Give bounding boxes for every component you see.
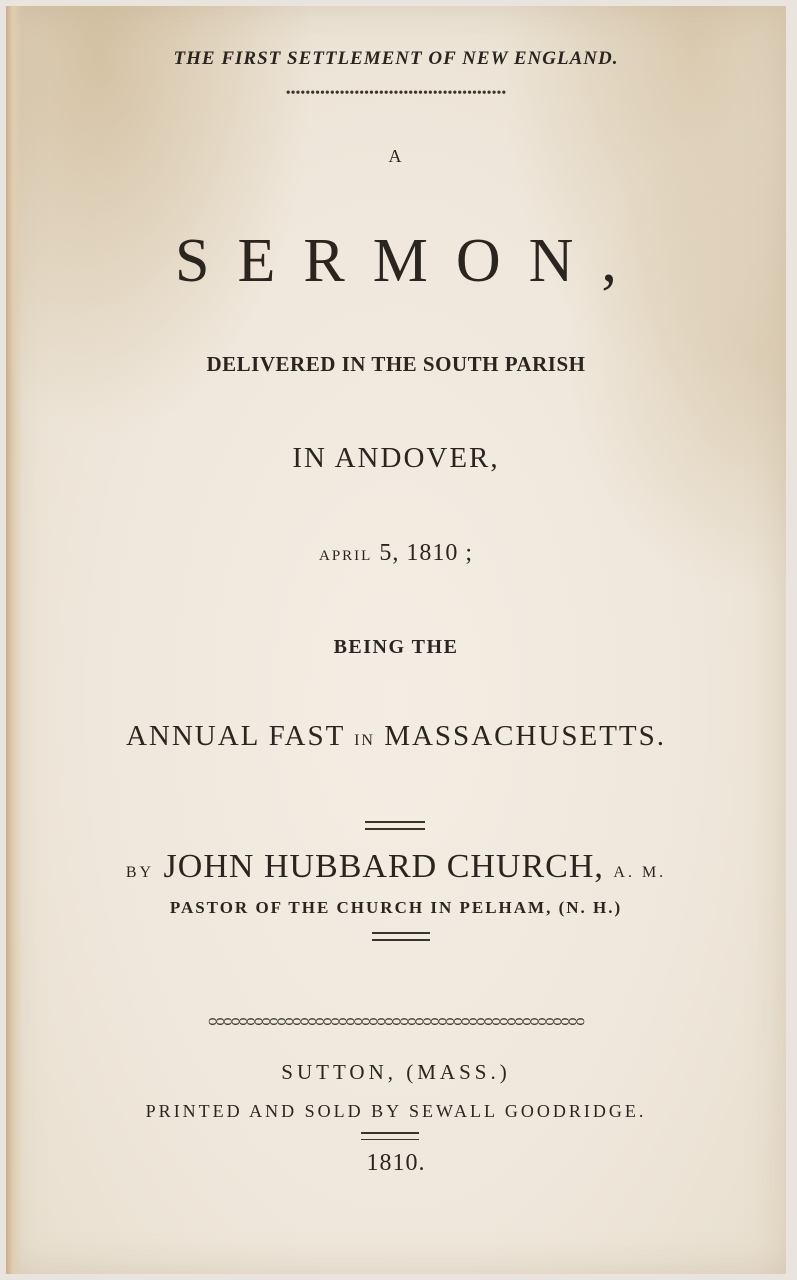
double-rule-bottom-a bbox=[372, 932, 430, 934]
occasion-in: IN bbox=[354, 732, 375, 749]
date-month: APRIL bbox=[318, 548, 373, 564]
author-by: BY bbox=[125, 864, 155, 881]
imprint-year: 1810. bbox=[366, 1150, 426, 1176]
imprint-place: SUTTON, (MASS.) bbox=[281, 1060, 511, 1084]
occasion-part-b: MASSACHUSETTS. bbox=[384, 720, 667, 752]
year-rule-a bbox=[361, 1132, 419, 1134]
book-page bbox=[6, 6, 786, 1274]
author-title: PASTOR OF THE CHURCH IN PELHAM, (N. H.) bbox=[169, 898, 623, 917]
year-rule-b bbox=[361, 1139, 419, 1140]
delivered-line: DELIVERED IN THE SOUTH PARISH bbox=[206, 352, 586, 376]
place-line: IN ANDOVER, bbox=[292, 442, 500, 474]
main-title: SERMON, bbox=[175, 227, 645, 295]
imprint-printer: PRINTED AND SOLD BY SEWALL GOODRIDGE. bbox=[145, 1101, 647, 1121]
author-degree: A. M. bbox=[613, 864, 667, 881]
half-title: THE FIRST SETTLEMENT OF NEW ENGLAND. bbox=[173, 48, 619, 69]
date-rest: 5, 1810 ; bbox=[379, 540, 473, 566]
being-line: BEING THE bbox=[333, 636, 459, 658]
double-rule-top-a bbox=[365, 821, 425, 823]
double-rule-bottom-b bbox=[372, 939, 430, 941]
ornamental-rule: ᴑᴑᴑᴑᴑᴑᴑᴑᴑᴑᴑᴑᴑᴑᴑᴑᴑᴑᴑᴑᴑᴑᴑᴑᴑᴑᴑᴑᴑᴑᴑᴑᴑᴑᴑᴑᴑᴑᴑᴑᴑᴑᴑᴑᴑᴑᴑᴑᴑ bbox=[208, 1012, 584, 1029]
title-article: A bbox=[388, 146, 404, 166]
double-rule-top-b bbox=[365, 828, 425, 830]
occasion-part-a: ANNUAL FAST bbox=[125, 720, 345, 752]
author-line bbox=[6, 848, 786, 886]
dotted-rule: ••••••••••••••••••••••••••••••••••••••••••••• bbox=[285, 86, 507, 101]
date-line bbox=[6, 540, 786, 567]
author-name: JOHN HUBBARD CHURCH, bbox=[163, 848, 604, 885]
occasion-line bbox=[6, 720, 786, 753]
